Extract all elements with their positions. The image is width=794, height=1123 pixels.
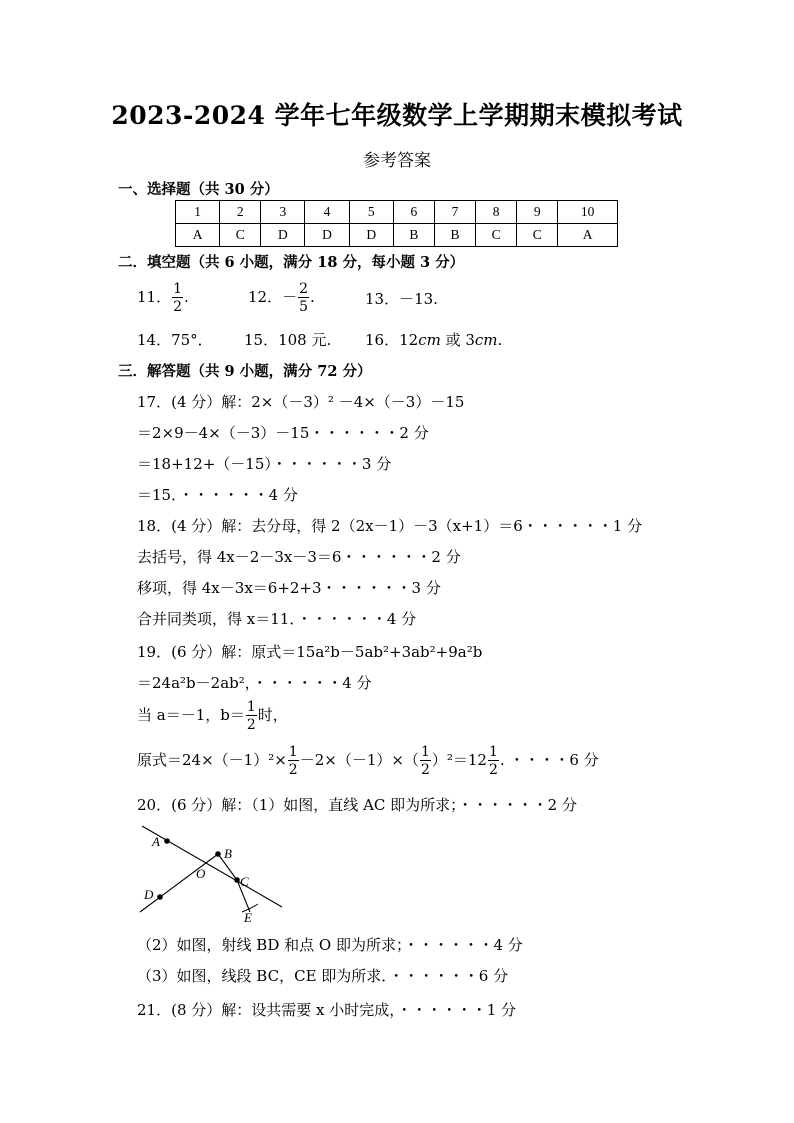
table-cell: D [305, 224, 349, 247]
q16-part: 或 3 [440, 331, 475, 349]
q18-line: 18．(4 分）解：去分母，得 2（2x－1）－3（x+1）＝6・・・・・・1 分 [137, 517, 643, 535]
q17-line: 17．(4 分）解：2×（－3）² －4×（－3）－15 [137, 393, 465, 411]
table-cell: 4 [305, 201, 349, 224]
answer-q16 [365, 329, 502, 350]
q20-line: 20．(6 分）解：（1）如图，直线 AC 即为所求；・・・・・・2 分 [137, 796, 577, 814]
denominator: 5 [299, 299, 309, 315]
table-cell: D [349, 224, 393, 247]
answer-q11 [137, 282, 189, 314]
point-a [164, 838, 170, 844]
table-cell: 7 [434, 201, 475, 224]
q11-end: . [184, 288, 189, 306]
q18-line: 合并同类项，得 x＝11．・・・・・・4 分 [137, 610, 417, 628]
label-a: A [152, 834, 160, 849]
table-cell: 8 [476, 201, 517, 224]
answer-table [175, 200, 618, 247]
section2-heading: 二．填空题（共 6 小题，满分 18 分，每小题 3 分） [118, 254, 465, 271]
q21-line: 21．(8 分）解：设共需要 x 小时完成，・・・・・・1 分 [137, 1001, 517, 1019]
q20-line: （2）如图，射线 BD 和点 O 即为所求；・・・・・・4 分 [137, 936, 523, 954]
label-e: E [244, 910, 252, 925]
label-o: O [196, 866, 206, 881]
page-subtitle: 参考答案 [363, 151, 431, 171]
q19-line: 19．(6 分）解：原式＝15a²b－5ab²+3ab²+9a²b [137, 643, 483, 661]
point-c [234, 877, 240, 883]
table-cell: C [220, 224, 261, 247]
label-d: D [144, 887, 154, 902]
table-cell: D [261, 224, 305, 247]
q19-text: 原式＝24×（－1）²× [137, 751, 287, 769]
label-b: B [224, 846, 232, 861]
point-d [157, 894, 163, 900]
fraction [488, 745, 499, 777]
table-cell: C [517, 224, 558, 247]
table-cell: 1 [176, 201, 220, 224]
q19-line [137, 700, 288, 732]
unit-cm: cm [474, 331, 498, 349]
answer-table-number-row [176, 201, 618, 224]
q19-text: 当 a＝－1，b＝ [137, 706, 245, 724]
ray-bd [140, 854, 218, 912]
q19-text: . ・・・・6 分 [499, 751, 599, 769]
denominator: 2 [173, 299, 183, 315]
table-cell: A [558, 224, 618, 247]
fraction [420, 745, 431, 777]
q18-line: 移项，得 4x－3x＝6+2+3・・・・・・3 分 [137, 579, 441, 597]
q12-label: 12．－ [248, 288, 298, 306]
table-cell: 5 [349, 201, 393, 224]
fraction [246, 700, 257, 732]
table-cell: 3 [261, 201, 305, 224]
q17-line: ＝2×9－4×（－3）－15・・・・・・2 分 [137, 424, 429, 442]
fraction [298, 282, 309, 314]
section1-heading: 一、选择题（共 30 分） [118, 181, 279, 198]
denominator: 2 [420, 762, 430, 778]
geometry-figure [130, 818, 300, 928]
q12-end: . [310, 288, 315, 306]
answer-table-answer-row [176, 224, 618, 247]
fraction [172, 282, 183, 314]
numerator: 1 [420, 744, 430, 760]
label-c: C [240, 874, 249, 889]
q19-text: ）²＝12 [431, 751, 487, 769]
q19-text: 时， [257, 706, 288, 724]
table-cell: A [176, 224, 220, 247]
numerator: 1 [288, 744, 298, 760]
q16-part: 16．12 [365, 331, 419, 349]
numerator: 2 [299, 281, 309, 297]
q18-line: 去括号，得 4x－2－3x－3＝6・・・・・・2 分 [137, 548, 461, 566]
denominator: 2 [488, 762, 498, 778]
section3-heading: 三．解答题（共 9 小题，满分 72 分） [118, 363, 372, 380]
q20-line: （3）如图，线段 BC，CE 即为所求．・・・・・・6 分 [137, 967, 509, 985]
denominator: 2 [246, 717, 256, 733]
q19-line: ＝24a²b－2ab²，・・・・・・4 分 [137, 674, 372, 692]
table-cell: 2 [220, 201, 261, 224]
table-cell: 6 [393, 201, 434, 224]
point-b [215, 851, 221, 857]
q16-end: . [497, 331, 503, 349]
numerator: 1 [246, 699, 256, 715]
table-cell: C [476, 224, 517, 247]
q17-line: ＝15．・・・・・・4 分 [137, 486, 298, 504]
q11-label: 11． [137, 288, 172, 306]
table-cell: 9 [517, 201, 558, 224]
table-cell: B [434, 224, 475, 247]
numerator: 1 [173, 281, 183, 297]
table-cell: B [393, 224, 434, 247]
q17-line: ＝18+12+（－15）・・・・・・3 分 [137, 455, 392, 473]
q19-line [137, 745, 599, 777]
answer-q14: 14．75°． [137, 331, 213, 349]
numerator: 1 [488, 744, 498, 760]
fraction [288, 745, 299, 777]
q19-text: －2×（－1）×（ [299, 751, 419, 769]
answer-q13: 13．－13. [365, 290, 438, 308]
table-cell: 10 [558, 201, 618, 224]
answer-q12 [248, 282, 315, 314]
unit-cm: cm [418, 331, 441, 349]
answer-q15: 15．108 元. [244, 331, 332, 349]
denominator: 2 [288, 762, 298, 778]
page-title: 2023-2024 学年七年级数学上学期期末模拟考试 [111, 101, 683, 130]
